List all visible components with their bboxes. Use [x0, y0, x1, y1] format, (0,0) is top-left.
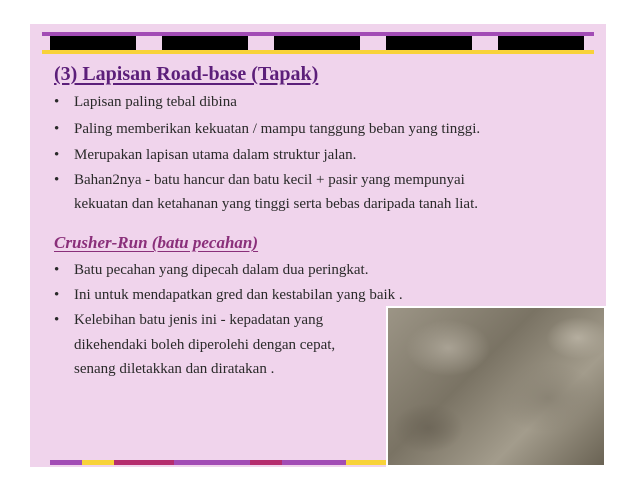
- bottom-stripe-segment: [82, 460, 114, 465]
- bullet-item: [54, 168, 465, 192]
- bullet-continuation: dikehendaki boleh diperolehi dengan cepat,: [74, 337, 336, 353]
- bullet-item: [54, 308, 323, 332]
- bullet-text: Paling memberikan kekuatan / mampu tanggung beban yang tinggi.: [74, 121, 481, 137]
- bottom-stripe-segment: [114, 460, 174, 465]
- bullet-dot: •: [54, 172, 60, 188]
- bullet-item: [54, 258, 368, 282]
- bullet-continuation: kekuatan dan ketahanan yang tinggi serta bebas daripada tanah liat.: [74, 196, 479, 212]
- bullet-text: Merupakan lapisan utama dalam struktur jalan.: [74, 147, 357, 163]
- bottom-decorative-band: [30, 458, 606, 467]
- top-black-block: [50, 36, 136, 50]
- bullet-item: [54, 143, 356, 167]
- bullet-text: Ini untuk mendapatkan gred dan kestabilan yang baik .: [74, 287, 403, 303]
- slide-title: (3) Lapisan Road-base (Tapak): [54, 63, 319, 85]
- top-yellow-stripe: [42, 50, 594, 54]
- bullet-dot: •: [54, 94, 60, 110]
- bullet-item: [54, 117, 480, 141]
- bottom-stripe-segment: [50, 460, 82, 465]
- top-black-block: [162, 36, 248, 50]
- bullet-text: Kelebihan batu jenis ini - kepadatan yang: [74, 312, 324, 328]
- bullet-item: [54, 90, 237, 114]
- subheading: Crusher-Run (batu pecahan): [54, 233, 259, 252]
- bottom-stripe-segment: [346, 460, 386, 465]
- bottom-stripe-segment: [174, 460, 250, 465]
- bottom-stripe-segment: [282, 460, 346, 465]
- top-black-block: [386, 36, 472, 50]
- top-decorative-band: [30, 24, 606, 58]
- bullet-text: Bahan2nya - batu hancur dan batu kecil + pasir yang mempunyai: [74, 172, 465, 188]
- bullet-text: Batu pecahan yang dipecah dalam dua peringkat.: [74, 262, 369, 278]
- bullet-dot: •: [54, 287, 60, 303]
- bullet-dot: •: [54, 147, 60, 163]
- bullet-continuation: senang diletakkan dan diratakan .: [74, 361, 275, 377]
- bullet-dot: •: [54, 312, 60, 328]
- bullet-item: [54, 283, 403, 307]
- bullet-dot: •: [54, 121, 60, 137]
- bottom-stripe-segment: [250, 460, 282, 465]
- crushed-stone-photo: [386, 306, 606, 467]
- bullet-dot: •: [54, 262, 60, 278]
- bullet-text: Lapisan paling tebal dibina: [74, 94, 237, 110]
- slide: [30, 24, 606, 467]
- top-black-block: [498, 36, 584, 50]
- top-black-block: [274, 36, 360, 50]
